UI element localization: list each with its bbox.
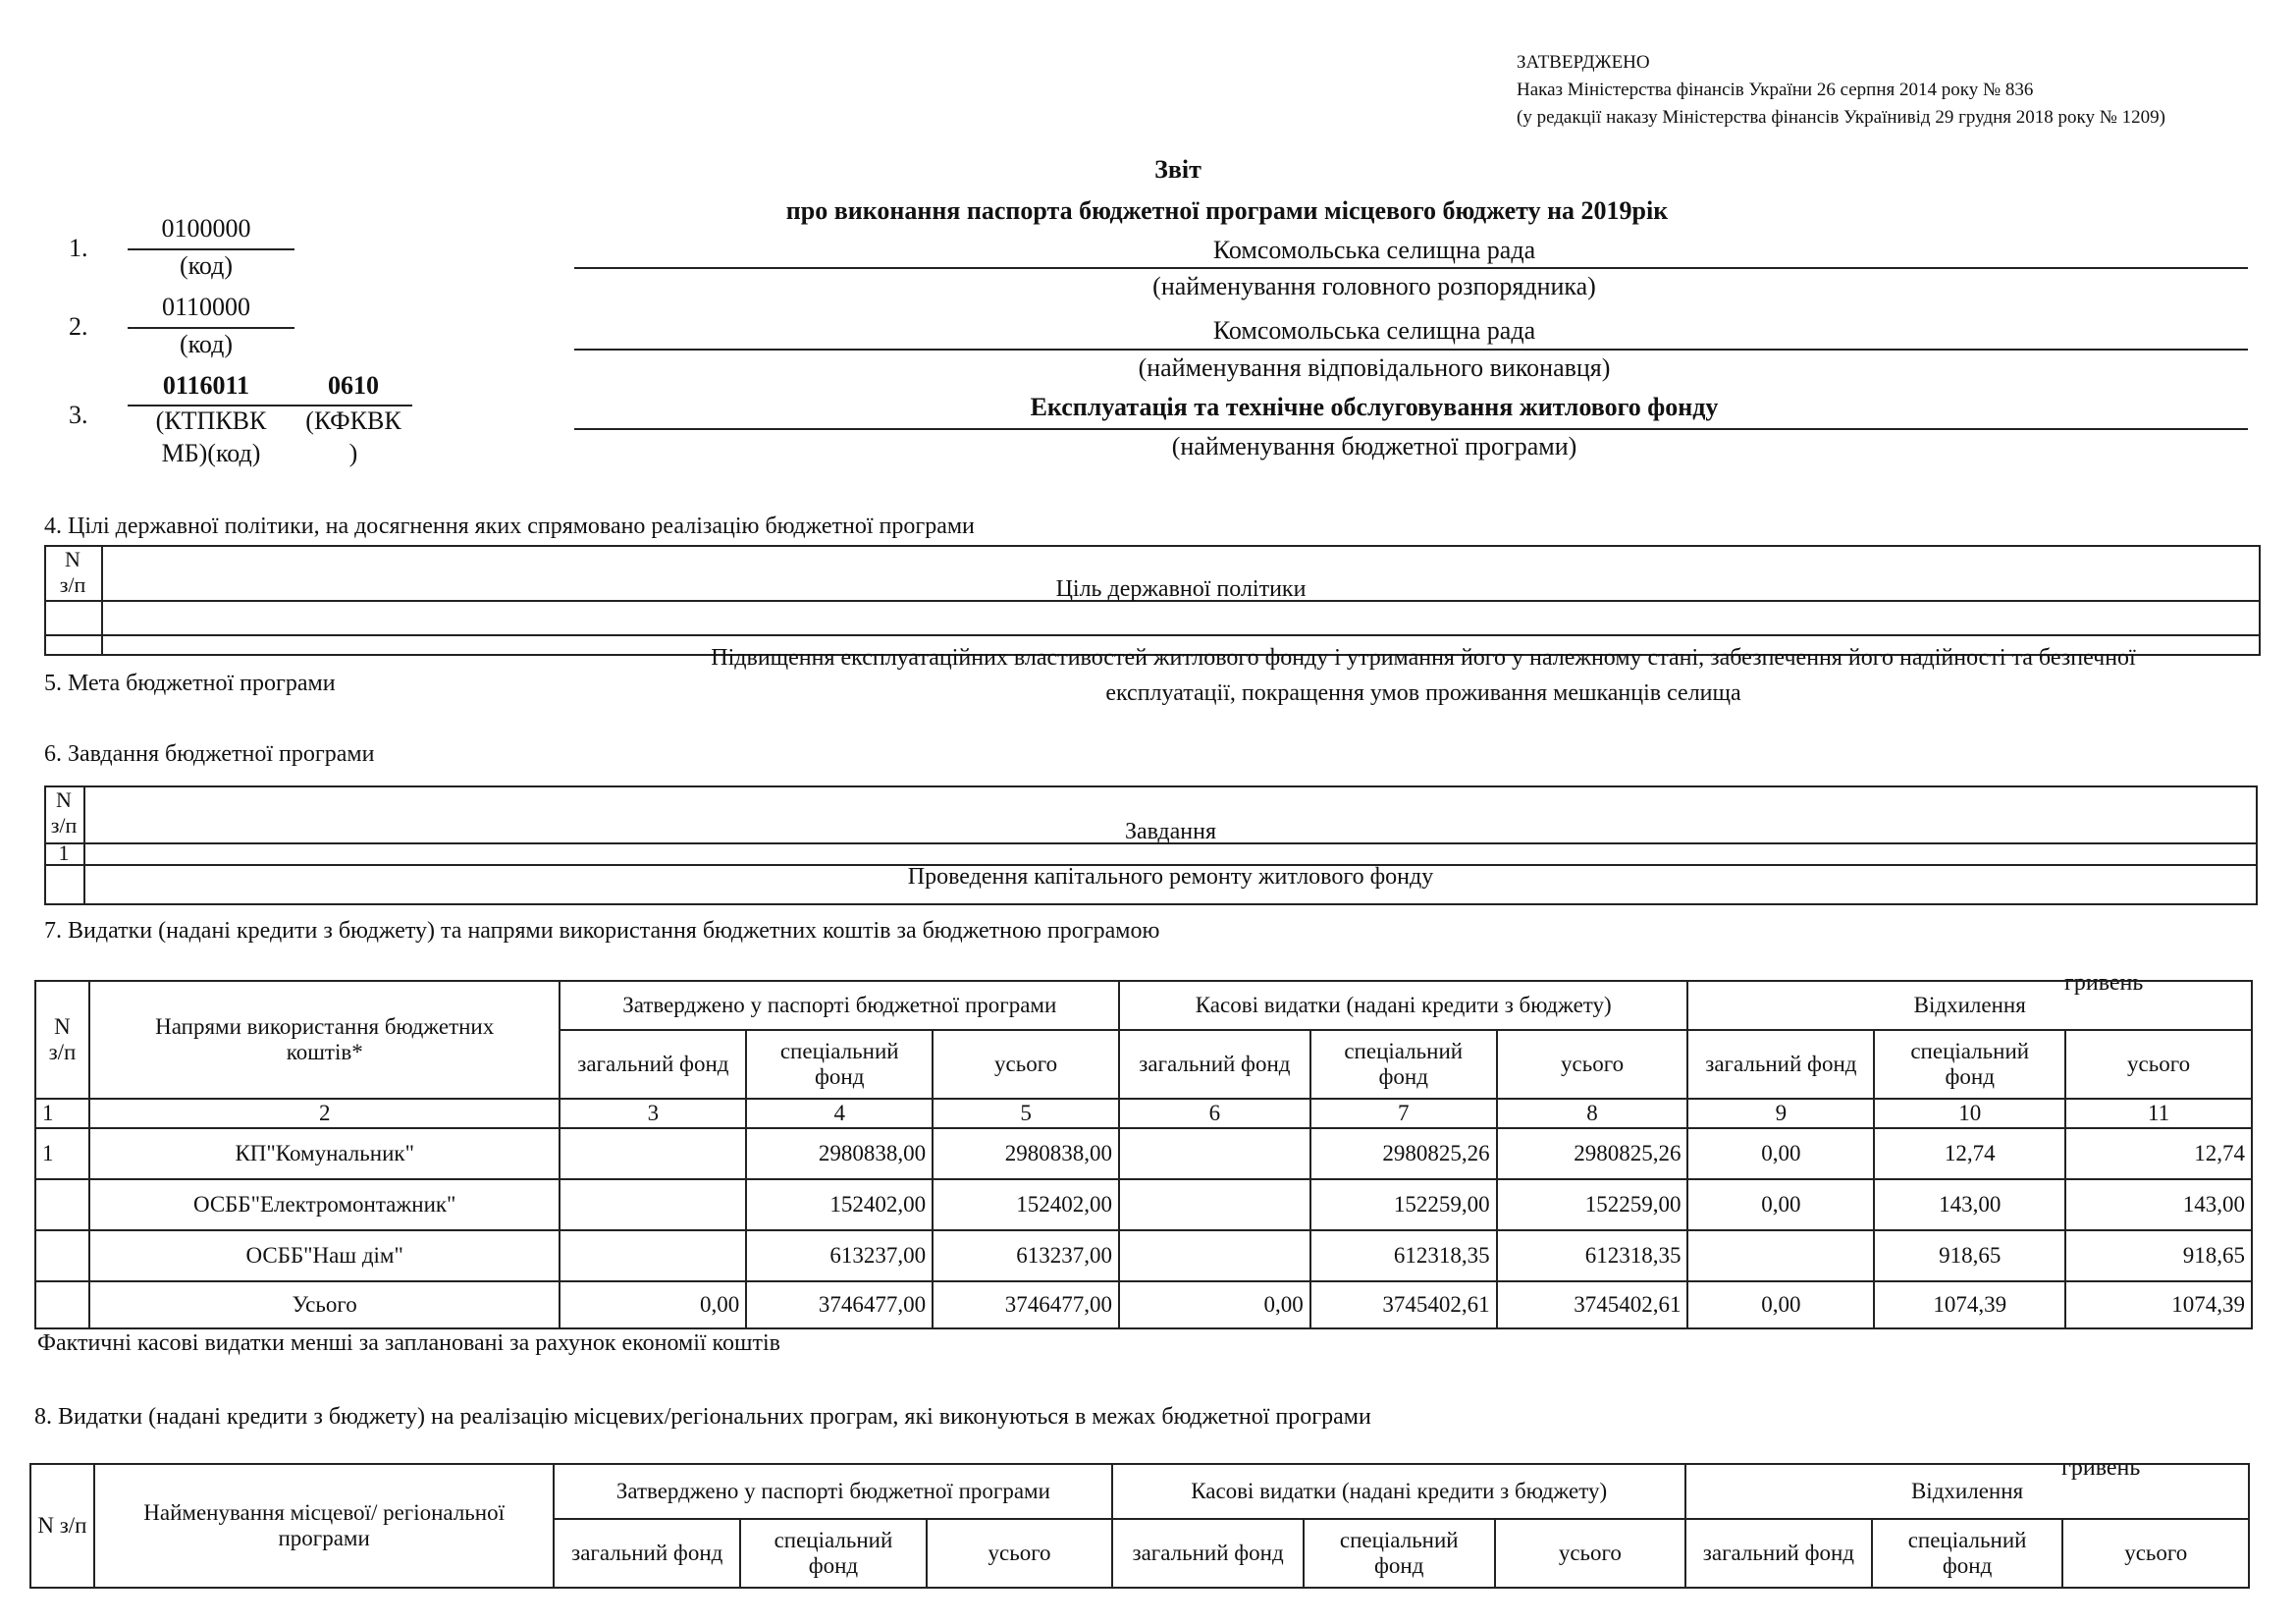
section-7-note: Фактичні касові видатки менші за заплановані за рахунок економії коштів bbox=[37, 1330, 780, 1356]
program-goal-text: Підвищення експлуатаційних властивостей житлового фонду і утримання його у належному стані, забезпечення його надійності та безпечної експлуатації, покращення умов проживання мешканців селища bbox=[711, 645, 2136, 706]
expenses-subcol-general: загальний фонд bbox=[1687, 1030, 1874, 1099]
item-1-code: 0100000 bbox=[161, 214, 251, 243]
item-2-code: 0110000 bbox=[161, 293, 251, 321]
table-row: ОСББ"Наш дім" 613237,00 613237,00 612318,35 612318,35 918,65 918,65 bbox=[35, 1230, 2252, 1281]
expenses-subcol-general: загальний фонд bbox=[1119, 1030, 1310, 1099]
colnum-cell: 11 bbox=[2065, 1099, 2252, 1128]
item-1-code-label: (код) bbox=[179, 251, 234, 280]
item-3-number: 3. bbox=[69, 401, 88, 429]
item-3-kfkvk-label: (КФКВК ) bbox=[305, 406, 401, 467]
section-6-heading: 6. Завдання бюджетної програми bbox=[44, 741, 375, 767]
item-1-name: Комсомольська селищна рада bbox=[1212, 236, 1536, 264]
approval-title: ЗАТВЕРДЖЕНО bbox=[1517, 52, 1650, 73]
tasks-col-number: N з/п bbox=[50, 787, 78, 838]
item-3-ktpkvk-code: 0116011 bbox=[162, 371, 250, 400]
expenses-col-cash: Касові видатки (надані кредити з бюджету) bbox=[1119, 981, 1687, 1030]
expenses-colnum-row bbox=[35, 1099, 2252, 1128]
expenses-col-direction: Напрями використання бюджетних коштів* bbox=[89, 981, 561, 1099]
regional-col-cash: Касові видатки (надані кредити з бюджету) bbox=[1112, 1464, 1685, 1519]
table-row-total: Усього 0,00 3746477,00 3746477,00 0,00 3745402,61 3745402,61 0,00 1074,39 1074,39 bbox=[35, 1281, 2252, 1328]
colnum-cell: 2 bbox=[89, 1099, 561, 1128]
report-title: Звіт bbox=[1154, 155, 1201, 184]
regional-subcol-total: усього bbox=[2062, 1519, 2249, 1588]
colnum-cell: 3 bbox=[560, 1099, 746, 1128]
table-row: 1 КП"Комунальник" 2980838,00 2980838,00 2980825,26 2980825,26 0,00 12,74 12,74 bbox=[35, 1128, 2252, 1179]
expenses-subcol-special: спеціальний фонд bbox=[746, 1030, 933, 1099]
expenses-col-deviation: Відхилення bbox=[1687, 981, 2252, 1030]
regional-subcol-special: спеціальний фонд bbox=[740, 1519, 927, 1588]
colnum-cell: 10 bbox=[1874, 1099, 2065, 1128]
section-7-heading: 7. Видатки (надані кредити з бюджету) та напрями використання бюджетних коштів за бюджетною програмою bbox=[44, 918, 1160, 944]
approval-edition: (у редакції наказу Міністерства фінансів Українивід 29 грудня 2018 року № 1209) bbox=[1517, 107, 2165, 128]
regional-subcol-general: загальний фонд bbox=[1685, 1519, 1872, 1588]
regional-subcol-special: спеціальний фонд bbox=[1872, 1519, 2063, 1588]
tasks-col-task: Завдання bbox=[1125, 819, 1216, 844]
regional-subcol-special: спеціальний фонд bbox=[1304, 1519, 1495, 1588]
item-2-code-label: (код) bbox=[179, 330, 234, 358]
section-5-heading: 5. Мета бюджетної програми bbox=[44, 671, 336, 696]
item-3-name-label: (найменування бюджетної програми) bbox=[1171, 432, 1577, 460]
goals-col-number: N з/п bbox=[59, 547, 86, 597]
item-1-number: 1. bbox=[69, 234, 88, 262]
section-8-currency: гривень bbox=[2061, 1455, 2141, 1481]
expenses-subcol-general: загальний фонд bbox=[560, 1030, 746, 1099]
expenses-subcol-total: усього bbox=[1497, 1030, 1688, 1099]
colnum-cell: 5 bbox=[933, 1099, 1119, 1128]
regional-col-approved: Затверджено у паспорті бюджетної програми bbox=[554, 1464, 1112, 1519]
regional-programs-table bbox=[29, 1463, 2250, 1589]
regional-subcol-total: усього bbox=[927, 1519, 1112, 1588]
expenses-subcol-total: усього bbox=[2065, 1030, 2252, 1099]
colnum-cell: 6 bbox=[1119, 1099, 1310, 1128]
item-3-ktpkvk-label: (КТПКВК МБ)(код) bbox=[155, 406, 267, 467]
expenses-subcol-total: усього bbox=[933, 1030, 1119, 1099]
regional-subcol-general: загальний фонд bbox=[1112, 1519, 1304, 1588]
expenses-subcol-special: спеціальний фонд bbox=[1874, 1030, 2065, 1099]
colnum-cell: 4 bbox=[746, 1099, 933, 1128]
regional-col-number: N з/п bbox=[30, 1464, 94, 1588]
section-7-currency: гривень bbox=[2064, 970, 2144, 996]
tasks-table bbox=[44, 785, 2258, 905]
expenses-table bbox=[34, 980, 2253, 1329]
colnum-cell: 1 bbox=[35, 1099, 89, 1128]
task-row-text: Проведення капітального ремонту житлового фонду bbox=[907, 864, 1434, 890]
section-8-heading: 8. Видатки (надані кредити з бюджету) на реалізацію місцевих/регіональних програм, які виконуються в межах бюджетної програми bbox=[34, 1404, 1371, 1430]
item-1-name-label: (найменування головного розпорядника) bbox=[1152, 272, 1596, 300]
regional-col-deviation: Відхилення bbox=[1685, 1464, 2249, 1519]
table-row: ОСББ"Електромонтажник" 152402,00 152402,00 152259,00 152259,00 0,00 143,00 143,00 bbox=[35, 1179, 2252, 1230]
task-row-number: 1 bbox=[58, 840, 70, 865]
regional-col-name: Найменування місцевої/ регіональної програми bbox=[94, 1464, 555, 1588]
regional-subcol-general: загальний фонд bbox=[554, 1519, 740, 1588]
item-3-program-name: Експлуатація та технічне обслуговування житлового фонду bbox=[1030, 393, 1719, 421]
approval-order: Наказ Міністерства фінансів України 26 серпня 2014 року № 836 bbox=[1517, 80, 2034, 100]
section-4-heading: 4. Цілі державної політики, на досягнення яких спрямовано реалізацію бюджетної програми bbox=[44, 514, 975, 539]
expenses-subcol-special: спеціальний фонд bbox=[1310, 1030, 1497, 1099]
item-2-name: Комсомольська селищна рада bbox=[1212, 316, 1536, 345]
report-subtitle: про виконання паспорта бюджетної програми місцевого бюджету на 2019рік bbox=[785, 196, 1669, 225]
colnum-cell: 7 bbox=[1310, 1099, 1497, 1128]
item-2-number: 2. bbox=[69, 312, 88, 341]
colnum-cell: 8 bbox=[1497, 1099, 1688, 1128]
regional-subcol-total: усього bbox=[1495, 1519, 1685, 1588]
approval-block bbox=[1517, 49, 2165, 132]
goals-col-goal: Ціль державної політики bbox=[1055, 576, 1307, 602]
colnum-cell: 9 bbox=[1687, 1099, 1874, 1128]
expenses-col-approved: Затверджено у паспорті бюджетної програми bbox=[560, 981, 1119, 1030]
expenses-col-number: N з/п bbox=[35, 981, 89, 1099]
item-2-name-label: (найменування відповідального виконавця) bbox=[1138, 353, 1611, 382]
item-3-kfkvk-code: 0610 bbox=[328, 371, 379, 400]
